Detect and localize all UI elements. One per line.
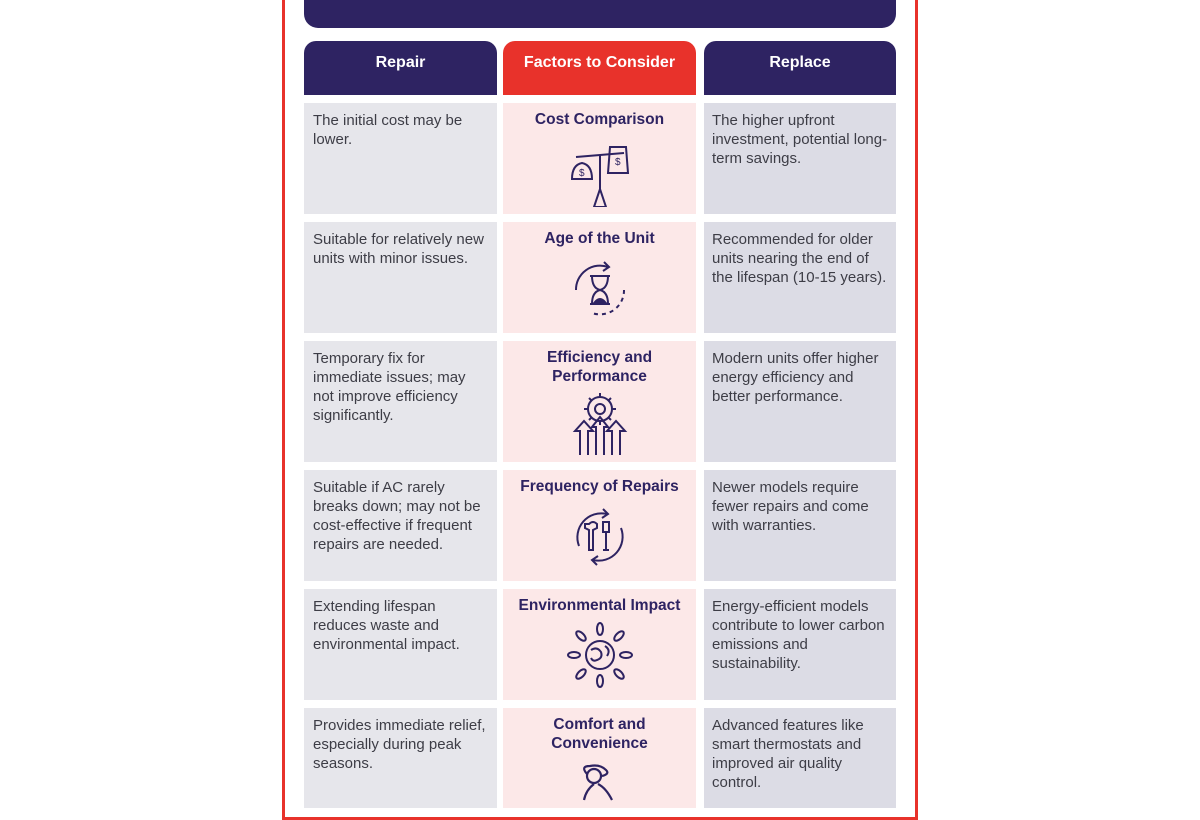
repair-column-header: Repair xyxy=(304,41,497,95)
title-banner xyxy=(304,0,896,28)
wrench-screwdriver-cycle-icon xyxy=(569,506,631,568)
factor-cell-age xyxy=(503,222,696,333)
replace-cell-cost: The higher upfront investment, potential long-term savings. xyxy=(704,103,896,214)
repair-cell-frequency: Suitable if AC rarely breaks down; may not be cost-effective if frequent repairs are needed. xyxy=(304,470,497,581)
replace-cell-environment: Energy-efficient models contribute to lower carbon emissions and sustainability. xyxy=(704,589,896,700)
replace-cell-frequency: Newer models require fewer repairs and come with warranties. xyxy=(704,470,896,581)
repair-cell-age: Suitable for relatively new units with minor issues. xyxy=(304,222,497,333)
factor-cell-efficiency xyxy=(503,341,696,462)
replace-cell-age: Recommended for older units nearing the end of the lifespan (10-15 years). xyxy=(704,222,896,333)
factor-title-comfort: Comfort and Convenience xyxy=(551,716,648,752)
replace-cell-efficiency: Modern units offer higher energy efficiency and better performance. xyxy=(704,341,896,462)
factor-cell-environment xyxy=(503,589,696,700)
repair-cell-cost: The initial cost may be lower. xyxy=(304,103,497,214)
replace-column-header: Replace xyxy=(704,41,896,95)
scale-money-bags-icon xyxy=(568,141,632,207)
factor-title-cost: Cost Comparison xyxy=(534,111,665,128)
repair-cell-environment: Extending lifespan reduces waste and environmental impact. xyxy=(304,589,497,700)
svg-text:$: $ xyxy=(614,157,621,168)
factor-title-frequency: Frequency of Repairs xyxy=(520,478,679,495)
repair-cell-efficiency: Temporary fix for immediate issues; may not improve efficiency significantly. xyxy=(304,341,497,462)
factor-cell-frequency xyxy=(503,470,696,581)
factors-column-header: Factors to Consider xyxy=(503,41,696,95)
globe-leaves-icon xyxy=(567,622,633,688)
factor-title-age: Age of the Unit xyxy=(544,230,655,247)
factor-title-environment: Environmental Impact xyxy=(518,597,681,614)
gear-arrows-up-icon xyxy=(572,391,628,457)
factor-cell-comfort xyxy=(503,708,696,808)
svg-text:$: $ xyxy=(578,168,585,179)
factor-title-efficiency: Efficiency and Performance xyxy=(546,349,653,385)
factor-cell-cost xyxy=(503,103,696,214)
relaxing-person-icon xyxy=(572,762,628,802)
repair-cell-comfort: Provides immediate relief, especially during peak seasons. xyxy=(304,708,497,808)
hourglass-cycle-icon xyxy=(568,258,632,322)
replace-cell-comfort: Advanced features like smart thermostats and improved air quality control. xyxy=(704,708,896,808)
